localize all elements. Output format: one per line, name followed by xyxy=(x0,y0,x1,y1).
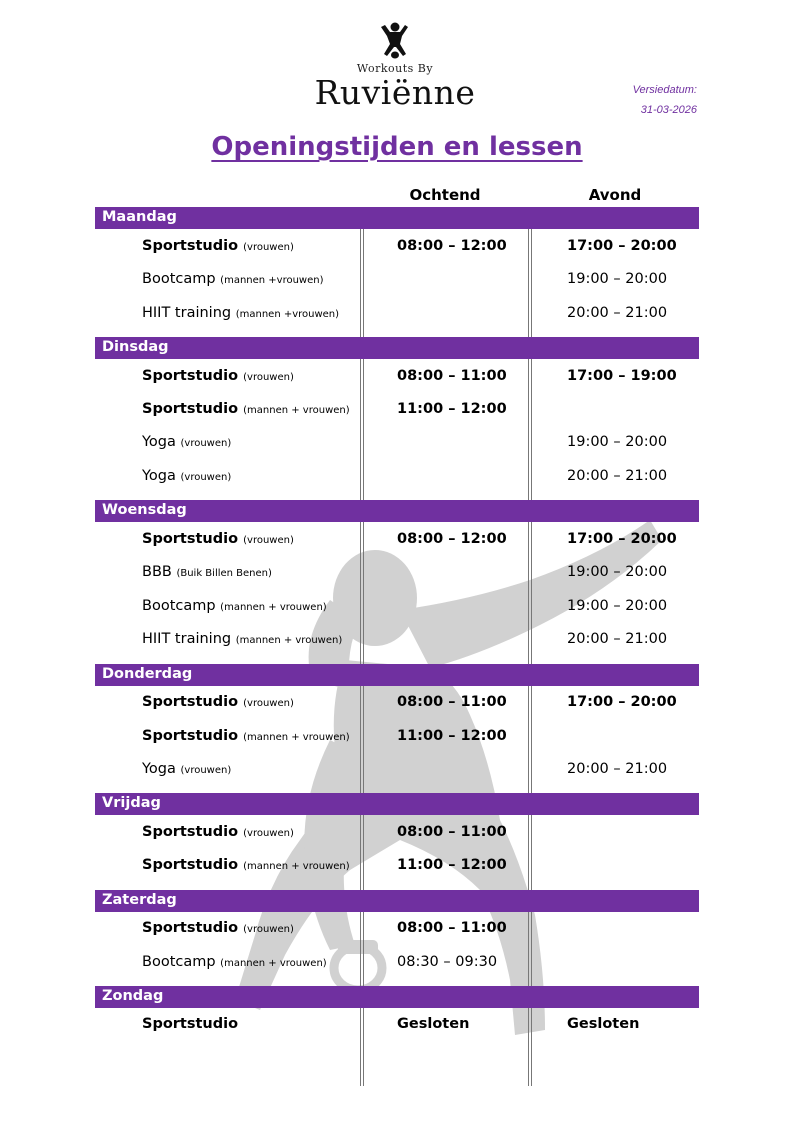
day-name: Zaterdag xyxy=(102,892,177,908)
activity-name: HIIT training (mannen + vrouwen) xyxy=(142,631,343,647)
activity-name: Bootcamp (mannen +vrouwen) xyxy=(142,271,324,287)
activity-name: Sportstudio (mannen + vrouwen) xyxy=(142,401,350,417)
brand-tagline: Workouts By xyxy=(356,62,434,75)
morning-time: 08:00 – 11:00 xyxy=(397,694,507,710)
evening-time: 17:00 – 20:00 xyxy=(567,694,677,710)
schedule-row xyxy=(0,365,794,391)
schedule-row xyxy=(0,725,794,751)
schedule-row xyxy=(0,561,794,587)
page-title: Openingstijden en lessen xyxy=(211,132,583,162)
evening-time: 19:00 – 20:00 xyxy=(567,434,668,450)
day-header xyxy=(95,890,699,912)
schedule-row xyxy=(0,917,794,943)
evening-time: 20:00 – 21:00 xyxy=(567,631,668,647)
activity-name: BBB (Buik Billen Benen) xyxy=(142,564,272,580)
schedule-row xyxy=(0,628,794,654)
schedule-row xyxy=(0,691,794,717)
evening-time: 20:00 – 21:00 xyxy=(567,761,668,777)
column-header-evening: Avond xyxy=(588,186,642,204)
day-name: Woensdag xyxy=(102,502,187,518)
activity-name: Sportstudio (vrouwen) xyxy=(142,531,294,547)
evening-time: 17:00 – 20:00 xyxy=(567,531,677,547)
schedule-row xyxy=(0,595,794,621)
schedule-row xyxy=(0,302,794,328)
day-name: Maandag xyxy=(102,209,177,225)
schedule-row xyxy=(0,235,794,261)
day-header xyxy=(95,207,699,229)
morning-time: 08:00 – 12:00 xyxy=(397,238,507,254)
activity-name: Bootcamp (mannen + vrouwen) xyxy=(142,598,327,614)
evening-time: Gesloten xyxy=(567,1016,640,1032)
evening-time: 17:00 – 20:00 xyxy=(567,238,677,254)
schedule-row xyxy=(0,951,794,977)
day-name: Dinsdag xyxy=(102,339,169,355)
activity-name: HIIT training (mannen +vrouwen) xyxy=(142,305,340,321)
activity-name: Yoga (vrouwen) xyxy=(142,434,232,450)
morning-time: Gesloten xyxy=(397,1016,470,1032)
evening-time: 20:00 – 21:00 xyxy=(567,468,668,484)
activity-name: Yoga (vrouwen) xyxy=(142,761,232,777)
morning-time: 08:00 – 11:00 xyxy=(397,824,507,840)
athlete-logo-icon xyxy=(375,20,415,60)
activity-name: Bootcamp (mannen + vrouwen) xyxy=(142,954,327,970)
schedule-row xyxy=(0,821,794,847)
evening-time: 19:00 – 20:00 xyxy=(567,564,668,580)
version-label: Versiedatum: xyxy=(632,84,697,96)
schedule-row xyxy=(0,431,794,457)
evening-time: 17:00 – 19:00 xyxy=(567,368,677,384)
activity-name: Sportstudio (vrouwen) xyxy=(142,920,294,936)
brand-name: Ruviënne xyxy=(314,73,476,112)
day-name: Zondag xyxy=(102,988,164,1004)
day-name: Vrijdag xyxy=(102,795,161,811)
morning-time: 08:00 – 12:00 xyxy=(397,531,507,547)
version-info xyxy=(633,80,697,120)
morning-time: 08:30 – 09:30 xyxy=(397,954,498,970)
activity-name: Yoga (vrouwen) xyxy=(142,468,232,484)
schedule-row xyxy=(0,854,794,880)
activity-name: Sportstudio (mannen + vrouwen) xyxy=(142,728,350,744)
morning-time: 11:00 – 12:00 xyxy=(397,728,507,744)
schedule-row xyxy=(0,528,794,554)
day-name: Donderdag xyxy=(102,666,193,682)
schedule-row xyxy=(0,465,794,491)
day-header xyxy=(95,500,699,522)
evening-time: 19:00 – 20:00 xyxy=(567,271,668,287)
activity-name: Sportstudio (mannen + vrouwen) xyxy=(142,857,350,873)
activity-name: Sportstudio xyxy=(142,1016,239,1032)
schedule-row xyxy=(0,268,794,294)
version-date: 31-03-2026 xyxy=(640,104,697,116)
morning-time: 11:00 – 12:00 xyxy=(397,401,507,417)
morning-time: 08:00 – 11:00 xyxy=(397,368,507,384)
evening-time: 19:00 – 20:00 xyxy=(567,598,668,614)
day-header xyxy=(95,793,699,815)
evening-time: 20:00 – 21:00 xyxy=(567,305,668,321)
brand-logo xyxy=(300,20,490,120)
activity-name: Sportstudio (vrouwen) xyxy=(142,238,294,254)
column-header-morning: Ochtend xyxy=(409,186,481,204)
activity-name: Sportstudio (vrouwen) xyxy=(142,694,294,710)
day-header xyxy=(95,337,699,359)
schedule-row xyxy=(0,758,794,784)
activity-name: Sportstudio (vrouwen) xyxy=(142,824,294,840)
day-header xyxy=(95,664,699,686)
schedule-row xyxy=(0,398,794,424)
morning-time: 11:00 – 12:00 xyxy=(397,857,507,873)
day-header xyxy=(95,986,699,1008)
morning-time: 08:00 – 11:00 xyxy=(397,920,507,936)
activity-name: Sportstudio (vrouwen) xyxy=(142,368,294,384)
schedule-row xyxy=(0,1013,794,1039)
